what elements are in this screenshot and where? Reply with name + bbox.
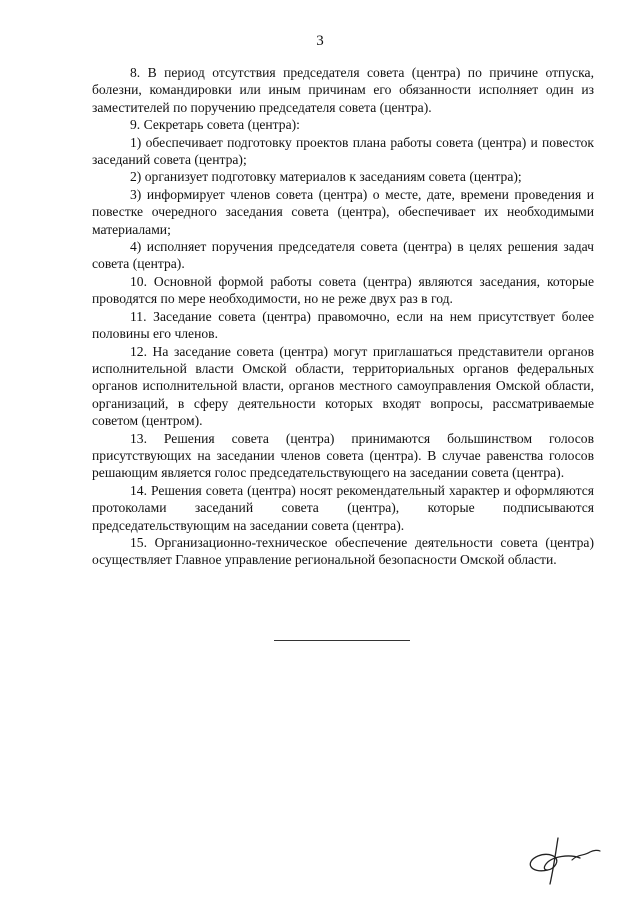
paragraph-9-item-2: 2) организует подготовку материалов к заседаниям совета (центра);	[130, 169, 522, 185]
end-divider-line	[274, 640, 410, 641]
paragraph-13: 13. Решения совета (центра) принимаются большинством голосов присутствующих на заседании членов совета (центра). В случае равенства голосов решающим является голос председательствующего на заседании совета (центра).	[92, 430, 594, 481]
paragraph-14: 14. Решения совета (центра) носят рекомендательный характер и оформляются протоколами заседаний совета (центра), которые подписываются председательствующим на заседании совета (центра).	[92, 482, 594, 533]
page-number: 3	[316, 33, 324, 49]
paragraph-9-item-4: 4) исполняет поручения председателя совета (центра) в целях решения задач совета (центра).	[92, 239, 594, 272]
paragraph-12: 12. На заседание совета (центра) могут приглашаться представители органов исполнительной власти Омской области, территориальных органов федеральных органов исполнительной власти, органов местного самоуправления Омской области, организаций, в сферу деятельности которых входят вопросы, рассматриваемые советом (центром).	[92, 343, 594, 429]
paragraph-9: 9. Секретарь совета (центра):	[130, 117, 300, 133]
document-body	[92, 64, 594, 569]
paragraph-11: 11. Заседание совета (центра) правомочно, если на нем присутствует более половины его членов.	[92, 308, 594, 342]
paragraph-15: 15. Организационно-техническое обеспечение деятельности совета (центра) осуществляет Главное управление региональной безопасности Омской области.	[92, 534, 594, 568]
signature-icon	[518, 826, 602, 890]
paragraph-10: 10. Основной формой работы совета (центра) являются заседания, которые проводятся по мере необходимости, но не реже двух раз в год.	[92, 273, 594, 307]
paragraph-9-item-3: 3) информирует членов совета (центра) о месте, дате, времени проведения и повестке очередного заседания совета (центра), обеспечивает их необходимыми материалами;	[92, 186, 594, 237]
paragraph-8: 8. В период отсутствия председателя совета (центра) по причине отпуска, болезни, командировки или иным причинам его обязанности исполняет один из заместителей по поручению председателя совета (центра).	[92, 65, 594, 115]
paragraph-9-item-1: 1) обеспечивает подготовку проектов плана работы совета (центра) и повесток заседаний совета (центра);	[92, 134, 594, 168]
